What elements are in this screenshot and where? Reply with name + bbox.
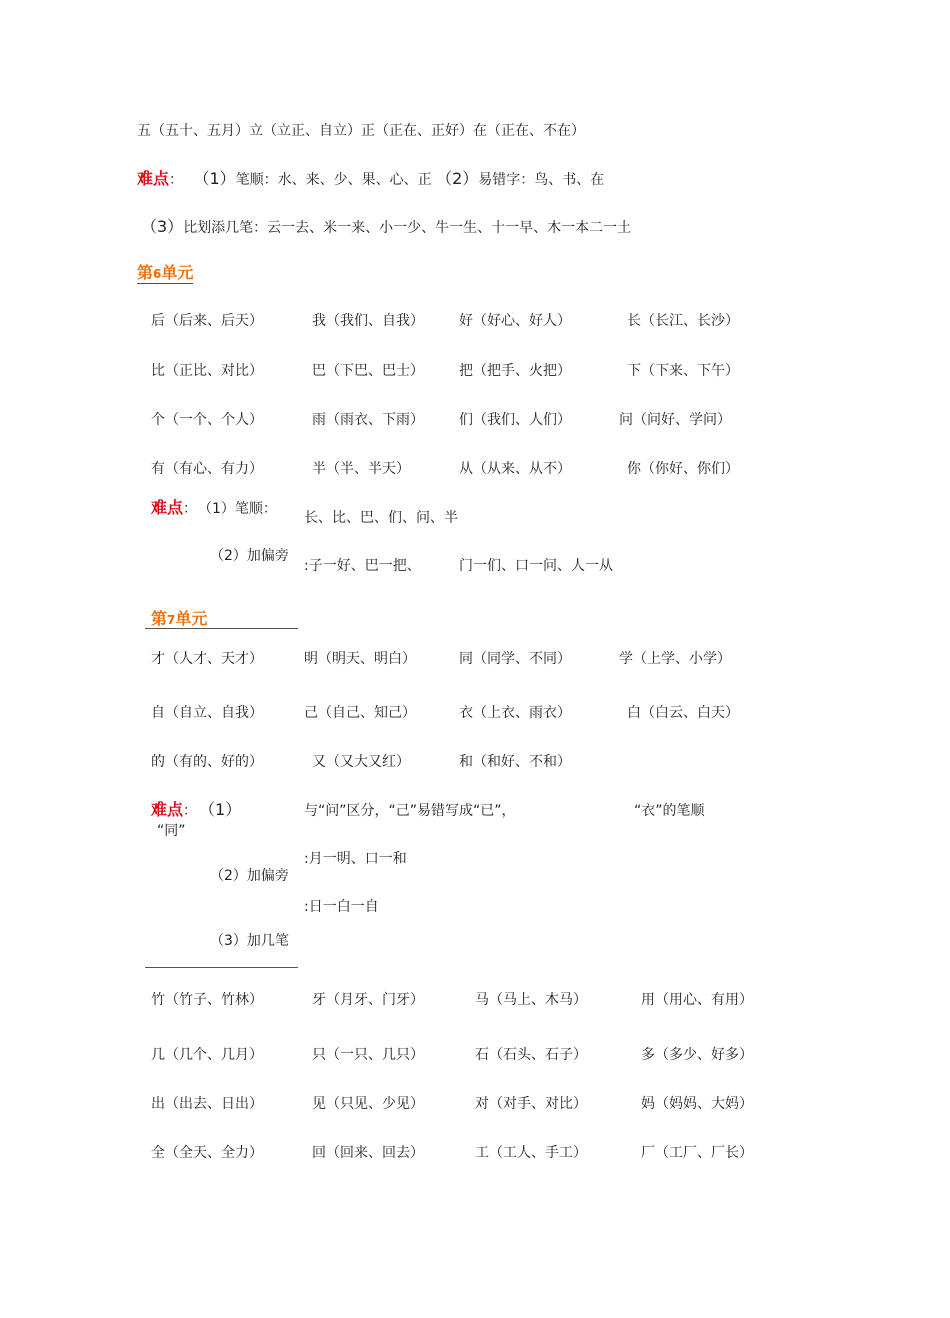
unit-8-cell: 只（一只、几只） [312, 1047, 424, 1063]
unit-7-difficulty-2-label: （2）加偏旁 [210, 868, 289, 884]
unit-6-difficulty-2-label: （2）加偏旁 [210, 548, 289, 564]
unit-6-cell: 好（好心、好人） [459, 313, 571, 329]
unit-8-cell: 工（工人、手工） [475, 1145, 587, 1161]
unit-8-cell: 竹（竹子、竹林） [151, 992, 263, 1008]
unit-8-cell: 石（石头、石子） [475, 1047, 587, 1063]
unit-7-title-suffix: 单元 [175, 609, 208, 628]
section-divider [145, 967, 298, 968]
difficulty-label: 难点 [151, 800, 184, 819]
unit-7-title-rule [145, 628, 298, 629]
unit-7-cell: 己（自己、知己） [304, 705, 416, 721]
unit-7-difficulty-1-text: 与“问”区分，“己”易错写成“已”， [304, 803, 516, 819]
unit-6-title [137, 264, 193, 284]
unit-7-difficulty-1-text-2: “衣”的笔顺 [634, 803, 705, 819]
unit-6-cell: 半（半、半天） [312, 461, 410, 477]
unit-6-cell: 从（从来、从不） [459, 461, 571, 477]
unit-6-cell: 个（一个、个人） [151, 412, 263, 428]
unit-6-cell: 下（下来、下午） [627, 363, 739, 379]
unit-6-cell: 有（有心、有力） [151, 461, 263, 477]
unit-7-difficulty-1-label [151, 801, 241, 820]
unit-8-cell: 妈（妈妈、大妈） [641, 1096, 753, 1112]
point-1-number: （1） [193, 169, 236, 188]
unit-6-title-prefix: 第 [137, 263, 154, 282]
unit-6-difficulty-2-text-2: 门一们、口一问、人一从 [459, 558, 613, 574]
unit-7-cell: 学（上学、小学） [619, 651, 731, 667]
unit-6-cell: 巴（下巴、巴士） [312, 363, 424, 379]
unit-6-title-number: 6 [153, 267, 162, 281]
difficulty-label: 难点 [137, 169, 170, 188]
unit-8-cell: 几（几个、几月） [151, 1047, 263, 1063]
top-difficulty-line [137, 170, 604, 189]
unit-7-difficulty-1-continued: “同” [157, 823, 186, 839]
point-2-text: 易错字：鸟、书、在 [478, 172, 605, 188]
unit-6-difficulty-1-label [151, 497, 281, 520]
unit-6-cell: 问（问好、学问） [619, 412, 731, 428]
unit-7-title-number: 7 [167, 613, 176, 627]
unit-6-cell: 后（后来、后天） [151, 313, 263, 329]
unit-6-cell: 们（我们、人们） [459, 412, 571, 428]
unit-7-difficulty-3-label: （3）加几笔 [210, 933, 289, 949]
point-1-number: （1） [207, 800, 242, 819]
point-1-text: 笔顺：水、来、少、果、心、正 [235, 172, 432, 188]
unit-6-cell: 比（正比、对比） [151, 363, 263, 379]
unit-8-cell: 用（用心、有用） [641, 992, 753, 1008]
unit-7-cell: 才（人才、天才） [151, 651, 263, 667]
top-line-1: 五（五十、五月）立（立正、自立）正（正在、正好）在（正在、不在） [137, 123, 585, 139]
unit-7-title-prefix: 第 [151, 609, 168, 628]
difficulty-colon: ： [183, 501, 198, 517]
unit-7-cell: 的（有的、好的） [151, 754, 263, 770]
top-point-3-line [141, 218, 631, 237]
point-3-text: 比划添几笔：云一去、米一来、小一少、牛一生、十一早、木一本二一土 [183, 220, 632, 236]
difficulty-colon: ： [183, 803, 198, 819]
unit-6-title-suffix: 单元 [161, 263, 194, 282]
unit-7-difficulty-2-text: :月一明、口一和 [304, 851, 407, 867]
unit-7-cell: 白（白云、白天） [627, 705, 739, 721]
point-2-number: （2） [436, 169, 479, 188]
unit-7-cell: 同（同学、不同） [459, 651, 571, 667]
unit-6-difficulty-1-text: 长、比、巴、们、问、半 [304, 510, 458, 526]
unit-8-cell: 牙（月牙、门牙） [312, 992, 424, 1008]
unit-6-cell: 长（长江、长沙） [627, 313, 739, 329]
unit-8-cell: 出（出去、日出） [151, 1096, 263, 1112]
difficulty-colon: ： [169, 172, 184, 188]
unit-8-cell: 全（全天、全力） [151, 1145, 263, 1161]
unit-6-cell: 你（你好、你们） [627, 461, 739, 477]
stroke-order-label: （1）笔顺： [205, 501, 277, 517]
unit-7-cell: 自（自立、自我） [151, 705, 263, 721]
unit-7-cell: 和（和好、不和） [459, 754, 571, 770]
unit-8-cell: 厂（工厂、厂长） [641, 1145, 753, 1161]
unit-7-cell: 明（明天、明白） [304, 651, 416, 667]
unit-7-cell: 又（又大又红） [312, 754, 410, 770]
difficulty-label: 难点 [151, 498, 184, 517]
point-3-number: （3） [141, 217, 184, 236]
unit-6-cell: 我（我们、自我） [312, 313, 424, 329]
unit-7-title [151, 610, 207, 629]
unit-6-difficulty-2-text: :子一好、巴一把、 [304, 558, 421, 574]
unit-7-difficulty-3-text: :日一白一自 [304, 899, 379, 915]
unit-8-cell: 马（马上、木马） [475, 992, 587, 1008]
unit-8-cell: 多（多少、好多） [641, 1047, 753, 1063]
unit-8-cell: 见（只见、少见） [312, 1096, 424, 1112]
unit-6-cell: 雨（雨衣、下雨） [312, 412, 424, 428]
unit-7-cell: 衣（上衣、雨衣） [459, 705, 571, 721]
unit-8-cell: 回（回来、回去） [312, 1145, 424, 1161]
unit-6-cell: 把（把手、火把） [459, 363, 571, 379]
unit-8-cell: 对（对手、对比） [475, 1096, 587, 1112]
